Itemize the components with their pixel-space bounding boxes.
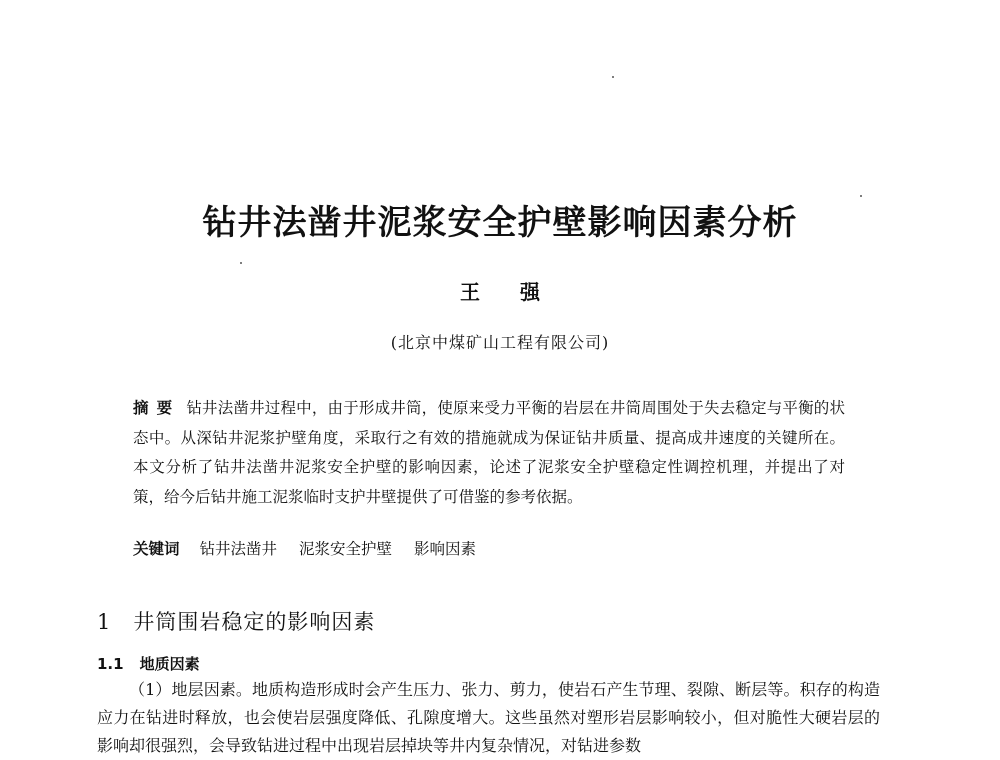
subsection-heading (97, 653, 200, 674)
paper-title: 钻井法凿井泥浆安全护壁影响因素分析 (202, 203, 798, 243)
keywords (133, 537, 498, 559)
abstract-text: 钻井法凿井过程中，由于形成井筒，使原来受力平衡的岩层在井筒周围处于失去稳定与平衡的状态中。从深钻井泥浆护壁角度，采取行之有效的措施就成为保证钻井质量、提高成井速度的关键所在。本文分析了钻井法凿井泥浆安全护壁的影响因素，论述了泥浆安全护壁稳定性调控机理，并提出了对策，给今后钻井施工泥浆临时支护井壁提供了可借鉴的参考依据。 (133, 399, 845, 506)
section-title: 井筒围岩稳定的影响因素 (133, 610, 376, 634)
subsection-title: 地质因素 (139, 655, 200, 673)
section-heading (97, 606, 375, 636)
abstract-label: 摘要 (133, 399, 181, 417)
abstract (133, 394, 845, 512)
scan-speck (612, 76, 614, 78)
section-number: 1 (97, 610, 112, 634)
author-affiliation: (北京中煤矿山工程有限公司) (390, 333, 610, 352)
keywords-label: 关键词 (133, 540, 180, 558)
subsection-number: 1.1 (97, 655, 124, 673)
body-paragraph: （1）地层因素。地质构造形成时会产生压力、张力、剪力，使岩石产生节理、裂隙、断层等。积存的构造应力在钻进时释放，也会使岩层强度降低、孔隙度增大。这些虽然对塑形岩层影响较小，但对脆性大硬岩层的影响却很强烈，会导致钻进过程中出现岩层掉块等井内复杂情况，对钻进参数 (97, 680, 880, 755)
keyword: 钻井法凿井 (199, 540, 278, 558)
keyword: 泥浆安全护壁 (299, 540, 393, 558)
keyword: 影响因素 (414, 540, 477, 558)
author-name: 王强 (460, 280, 580, 304)
scan-speck (240, 262, 242, 264)
